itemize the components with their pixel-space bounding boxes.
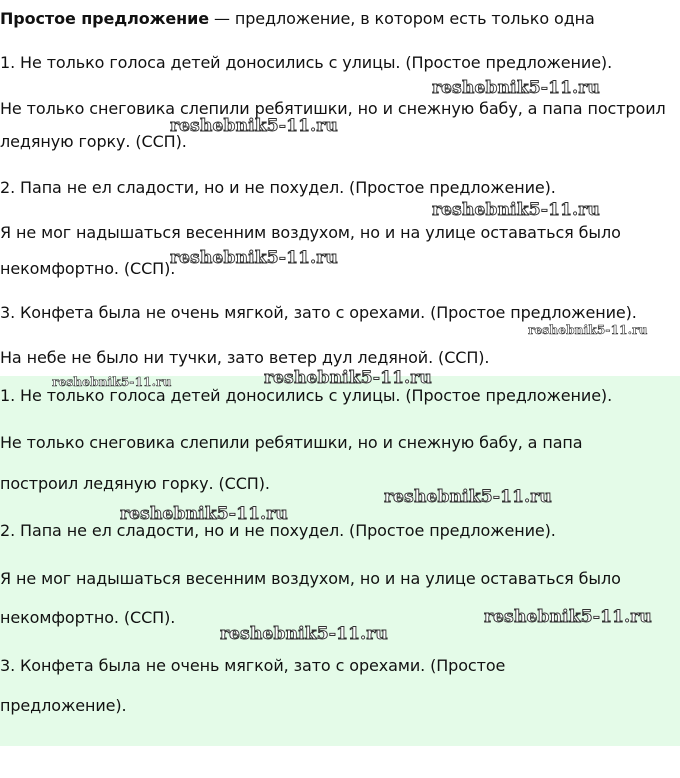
- watermark: reshebnik5-11.ru: [120, 504, 288, 524]
- top-line-8: На небе не было ни тучки, зато ветер дул ледяной. (ССП).: [0, 348, 490, 367]
- definition-line: [0, 8, 595, 30]
- box-line-2: Не только снеговика слепили ребятишки, но и снежную бабу, а папа: [0, 433, 583, 452]
- watermark: reshebnik5-11.ru: [432, 200, 600, 220]
- box-line-5: Я не мог надышаться весенним воздухом, но и на улице оставаться было: [0, 569, 621, 588]
- top-line-7: 3. Конфета была не очень мягкой, зато с орехами. (Простое предложение).: [0, 303, 637, 322]
- watermark: reshebnik5-11.ru: [432, 78, 600, 98]
- watermark: reshebnik5-11.ru: [264, 368, 432, 388]
- top-line-5: Я не мог надышаться весенним воздухом, но и на улице оставаться было: [0, 223, 621, 242]
- box-line-3: построил ледяную горку. (ССП).: [0, 474, 270, 493]
- watermark: reshebnik5-11.ru: [220, 624, 388, 644]
- top-line-2: Не только снеговика слепили ребятишки, но и снежную бабу, а папа построил: [0, 99, 666, 118]
- box-line-1: 1. Не только голоса детей доносились с улицы. (Простое предложение).: [0, 386, 613, 405]
- box-line-6: некомфортно. (ССП).: [0, 608, 176, 627]
- box-line-8: предложение).: [0, 696, 127, 715]
- top-line-4: 2. Папа не ел сладости, но и не похудел. (Простое предложение).: [0, 178, 556, 197]
- top-line-6: некомфортно. (ССП).: [0, 259, 176, 278]
- top-line-3: ледяную горку. (ССП).: [0, 132, 187, 151]
- watermark: reshebnik5-11.ru: [52, 375, 172, 389]
- definition-text: — предложение, в котором есть только одна: [209, 9, 595, 28]
- top-line-1: 1. Не только голоса детей доносились с улицы. (Простое предложение).: [0, 53, 613, 72]
- watermark: reshebnik5-11.ru: [170, 116, 338, 136]
- box-line-4: 2. Папа не ел сладости, но и не похудел. (Простое предложение).: [0, 521, 556, 540]
- box-line-7: 3. Конфета была не очень мягкой, зато с орехами. (Простое: [0, 656, 506, 675]
- watermark: reshebnik5-11.ru: [484, 607, 652, 627]
- watermark: reshebnik5-11.ru: [384, 487, 552, 507]
- watermark: reshebnik5-11.ru: [528, 323, 648, 337]
- watermark: reshebnik5-11.ru: [170, 248, 338, 268]
- definition-term: Простое предложение: [0, 9, 209, 28]
